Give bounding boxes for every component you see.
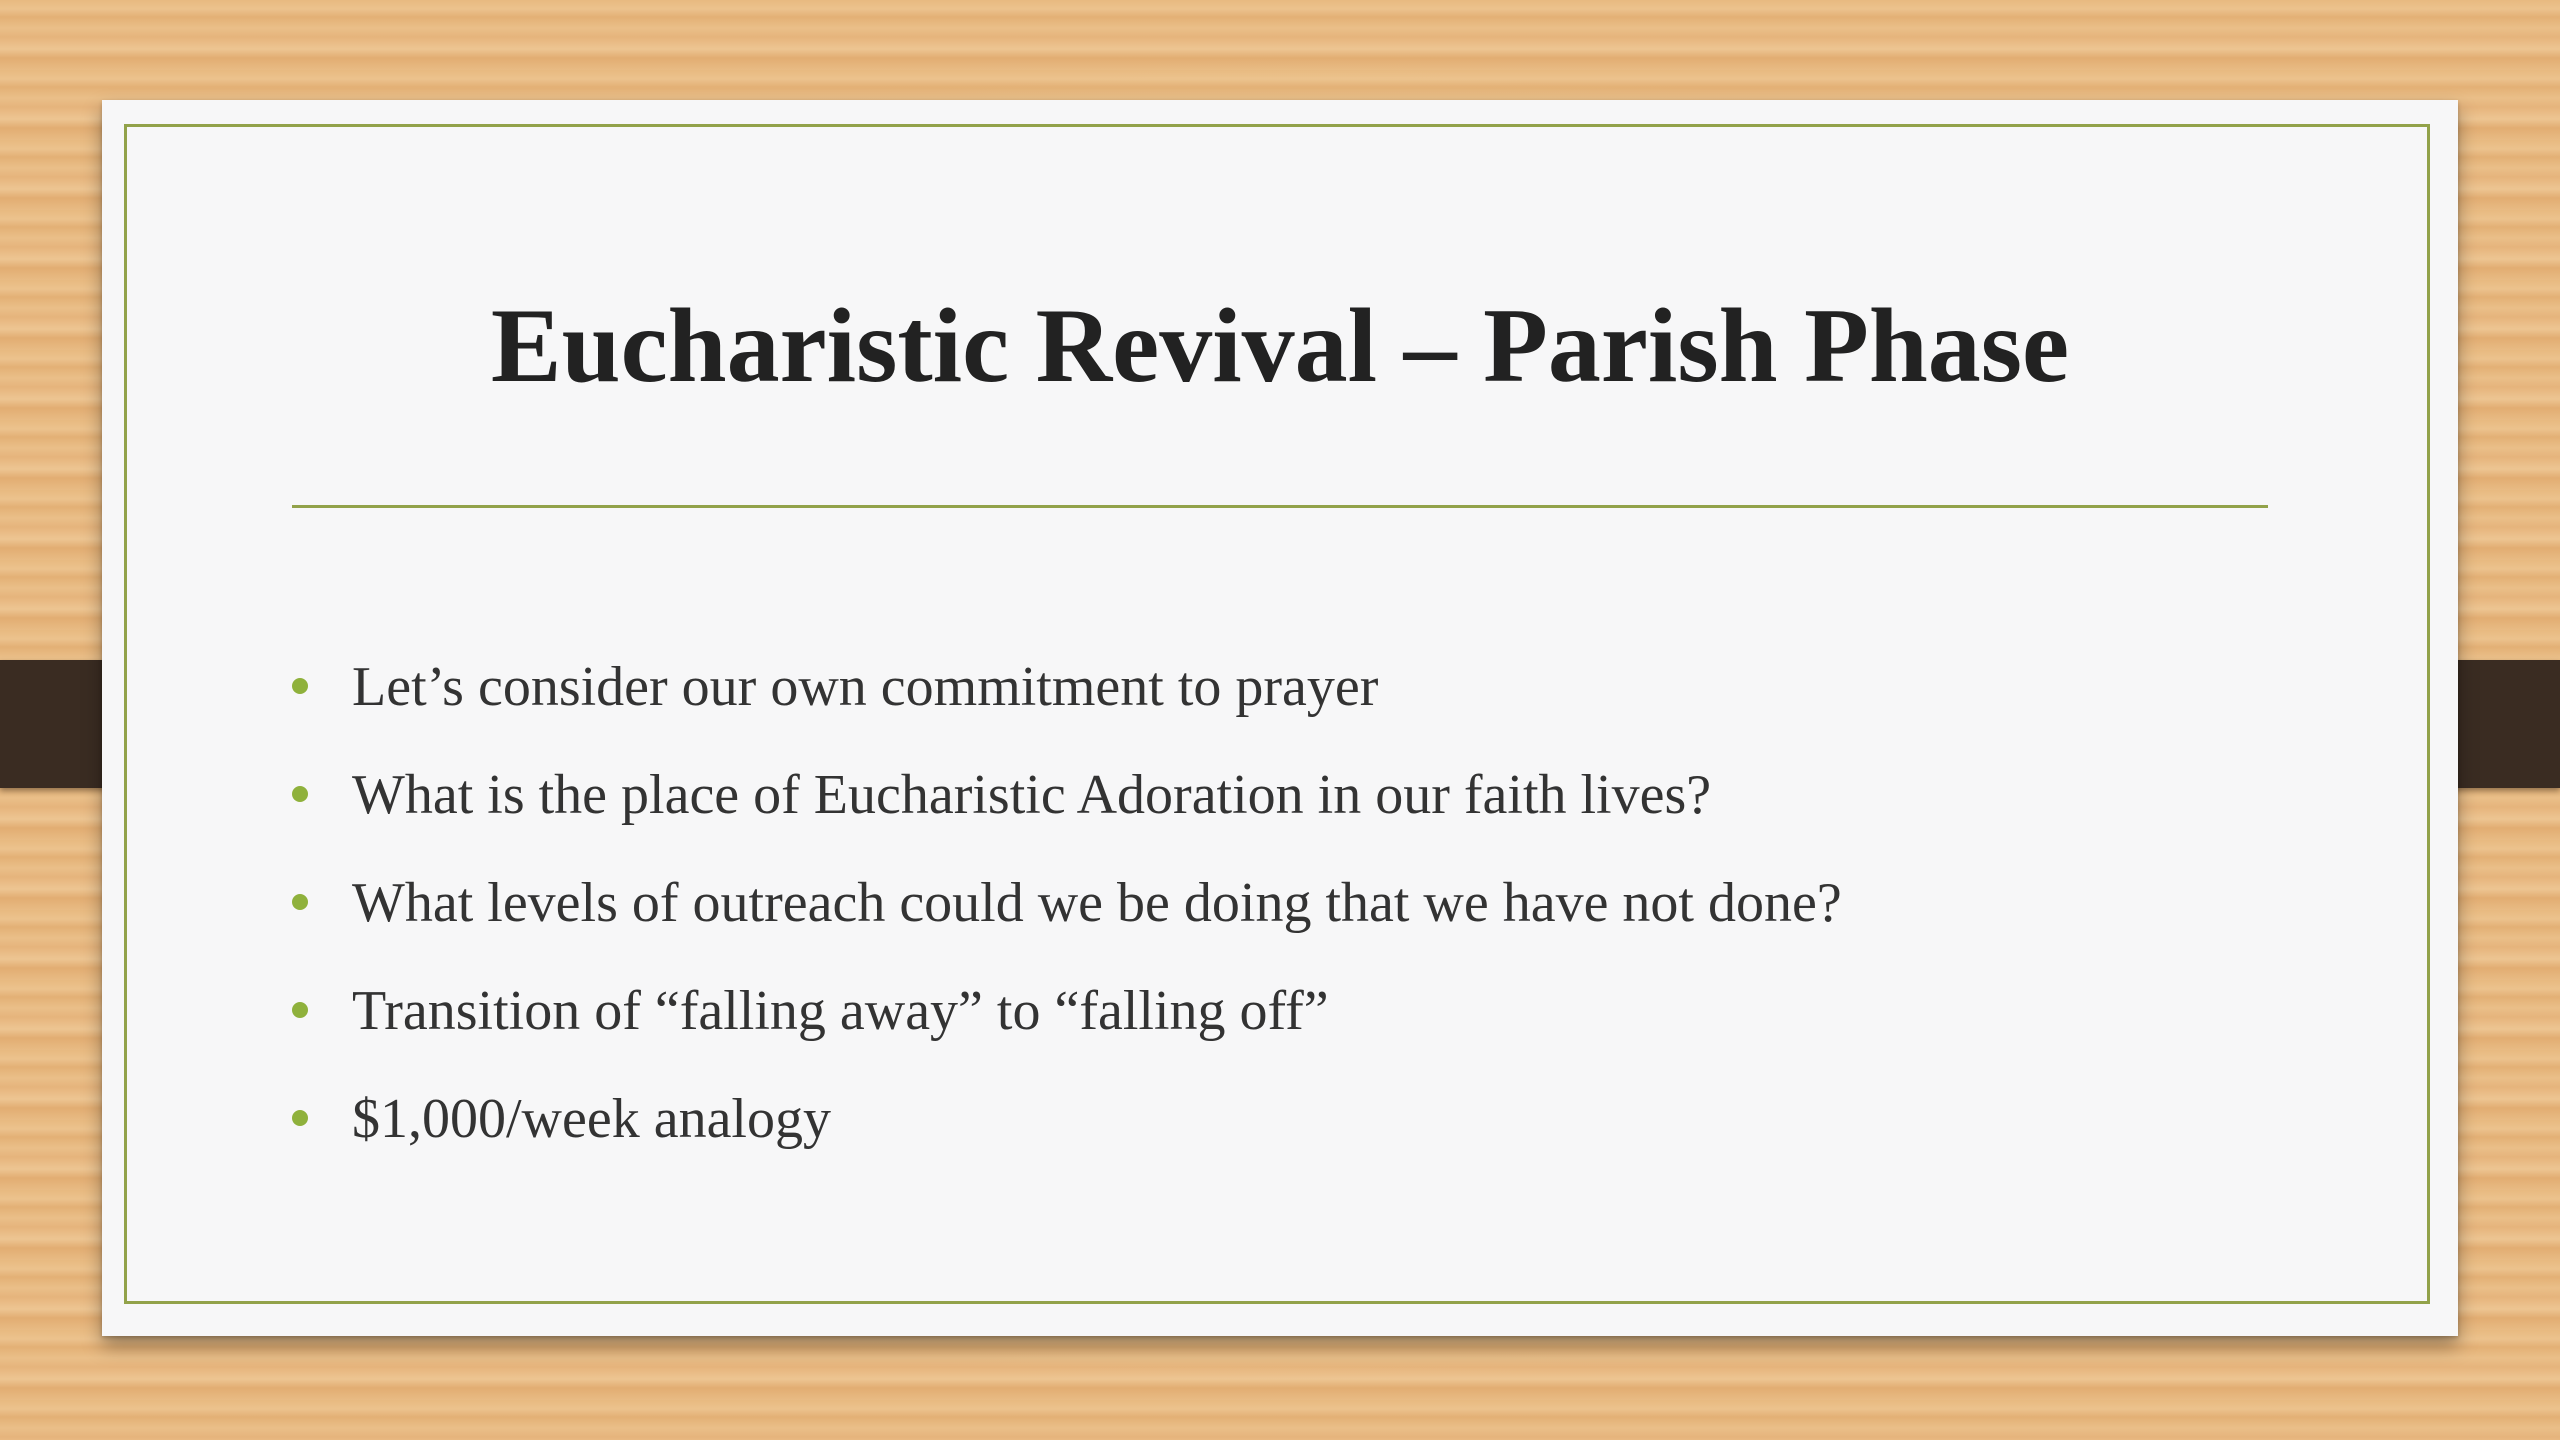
bullet-text: $1,000/week analogy [352, 1088, 831, 1150]
bullet-text: What is the place of Eucharistic Adoration in our faith lives? [352, 764, 1712, 826]
slide-card [102, 100, 2458, 1336]
bullet-dot-icon [292, 786, 308, 802]
bullet-text: Let’s consider our own commitment to prayer [352, 656, 1379, 718]
slide-title: Eucharistic Revival – Parish Phase [490, 287, 2070, 404]
bullet-dot-icon [292, 1002, 308, 1018]
title-divider [292, 505, 2268, 508]
bullet-item [292, 746, 2292, 854]
bullet-text: Transition of “falling away” to “falling off” [352, 980, 1329, 1042]
bullet-list [292, 638, 2292, 1178]
bullet-dot-icon [292, 678, 308, 694]
bullet-item [292, 1070, 2292, 1178]
bullet-text: What levels of outreach could we be doing that we have not done? [352, 872, 1842, 934]
bullet-dot-icon [292, 1110, 308, 1126]
bullet-dot-icon [292, 894, 308, 910]
bullet-item [292, 638, 2292, 746]
bullet-item [292, 854, 2292, 962]
bullet-item [292, 962, 2292, 1070]
